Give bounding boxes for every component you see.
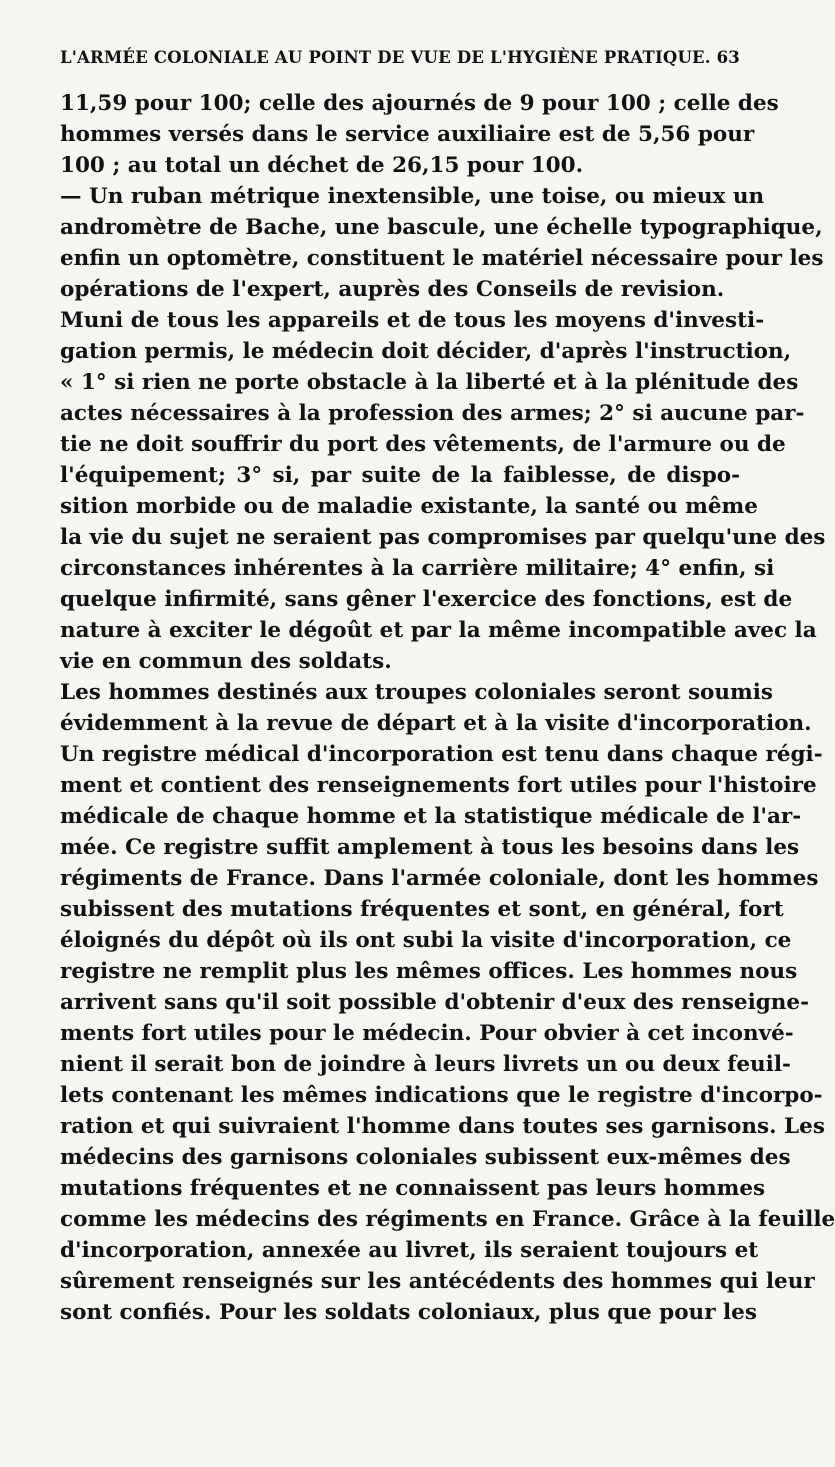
text-line: « 1° si rien ne porte obstacle à la liberté et à la plénitude des bbox=[60, 370, 799, 395]
text-line: sûrement renseignés sur les antécédents des hommes qui leur bbox=[60, 1269, 815, 1294]
text-line: enfin un optomètre, constituent le matériel nécessaire pour les bbox=[60, 246, 824, 271]
text-line: évidemment à la revue de départ et à la visite d'incorporation. bbox=[60, 711, 812, 736]
text-line: mutations fréquentes et ne connaissent pas leurs hommes bbox=[60, 1176, 766, 1201]
text-line: nature à exciter le dégoût et par la même incompatible avec la bbox=[60, 618, 817, 643]
text-line: 100 ; au total un déchet de 26,15 pour 100. bbox=[60, 153, 584, 178]
text-line: l'équipement; 3° si, par suite de la faiblesse, de dispo- bbox=[60, 463, 740, 488]
text-line: circonstances inhérentes à la carrière militaire; 4° enfin, si bbox=[60, 556, 775, 581]
text-line: Les hommes destinés aux troupes coloniales seront soumis bbox=[60, 680, 774, 705]
text-line: actes nécessaires à la profession des armes; 2° si aucune par- bbox=[60, 401, 805, 426]
text-line: éloignés du dépôt où ils ont subi la visite d'incorporation, ce bbox=[60, 928, 792, 953]
text-line: régiments de France. Dans l'armée coloniale, dont les hommes bbox=[60, 866, 819, 891]
text-line: tie ne doit souffrir du port des vêtements, de l'armure ou de bbox=[60, 432, 786, 457]
body-text bbox=[60, 88, 835, 1328]
text-line: comme les médecins des régiments en France. Grâce à la feuille bbox=[60, 1207, 835, 1232]
text-line: Muni de tous les appareils et de tous les moyens d'investi- bbox=[60, 308, 765, 333]
text-line: 11,59 pour 100; celle des ajournés de 9 pour 100 ; celle des bbox=[60, 91, 779, 116]
text-line: sition morbide ou de maladie existante, la santé ou même bbox=[60, 494, 758, 519]
text-line: vie en commun des soldats. bbox=[60, 649, 392, 674]
text-line: quelque infirmité, sans gêner l'exercice des fonctions, est de bbox=[60, 587, 793, 612]
text-line: hommes versés dans le service auxiliaire est de 5,56 pour bbox=[60, 122, 755, 147]
text-line: médecins des garnisons coloniales subissent eux-mêmes des bbox=[60, 1145, 791, 1170]
text-line: nient il serait bon de joindre à leurs livrets un ou deux feuil- bbox=[60, 1052, 791, 1077]
text-line: ment et contient des renseignements fort utiles pour l'histoire bbox=[60, 773, 817, 798]
text-line: ration et qui suivraient l'homme dans toutes ses garnisons. Les bbox=[60, 1114, 825, 1139]
text-line: gation permis, le médecin doit décider, d'après l'instruction, bbox=[60, 339, 792, 364]
text-line: lets contenant les mêmes indications que le registre d'incorpo- bbox=[60, 1083, 823, 1108]
text-line: mée. Ce registre suffit amplement à tous les besoins dans les bbox=[60, 835, 800, 860]
running-head: L'ARMÉE COLONIALE AU POINT DE VUE DE L'HYGIÈNE PRATIQUE. bbox=[60, 48, 711, 67]
text-line: la vie du sujet ne seraient pas compromises par quelqu'une des bbox=[60, 525, 826, 550]
text-line: Un registre médical d'incorporation est tenu dans chaque régi- bbox=[60, 742, 823, 767]
text-line: d'incorporation, annexée au livret, ils seraient toujours et bbox=[60, 1238, 759, 1263]
page-header bbox=[60, 48, 740, 78]
text-line: subissent des mutations fréquentes et sont, en général, fort bbox=[60, 897, 784, 922]
text-line: registre ne remplit plus les mêmes offices. Les hommes nous bbox=[60, 959, 798, 984]
page-number: 63 bbox=[716, 48, 740, 67]
text-line: opérations de l'expert, auprès des Conseils de revision. bbox=[60, 277, 725, 302]
text-line: ments fort utiles pour le médecin. Pour obvier à cet inconvé- bbox=[60, 1021, 794, 1046]
text-line: andromètre de Bache, une bascule, une échelle typographique, bbox=[60, 215, 823, 240]
text-line: sont confiés. Pour les soldats coloniaux, plus que pour les bbox=[60, 1300, 757, 1325]
text-line: arrivent sans qu'il soit possible d'obtenir d'eux des renseigne- bbox=[60, 990, 810, 1015]
text-line: — Un ruban métrique inextensible, une toise, ou mieux un bbox=[60, 184, 765, 209]
text-line: médicale de chaque homme et la statistique médicale de l'ar- bbox=[60, 804, 802, 829]
